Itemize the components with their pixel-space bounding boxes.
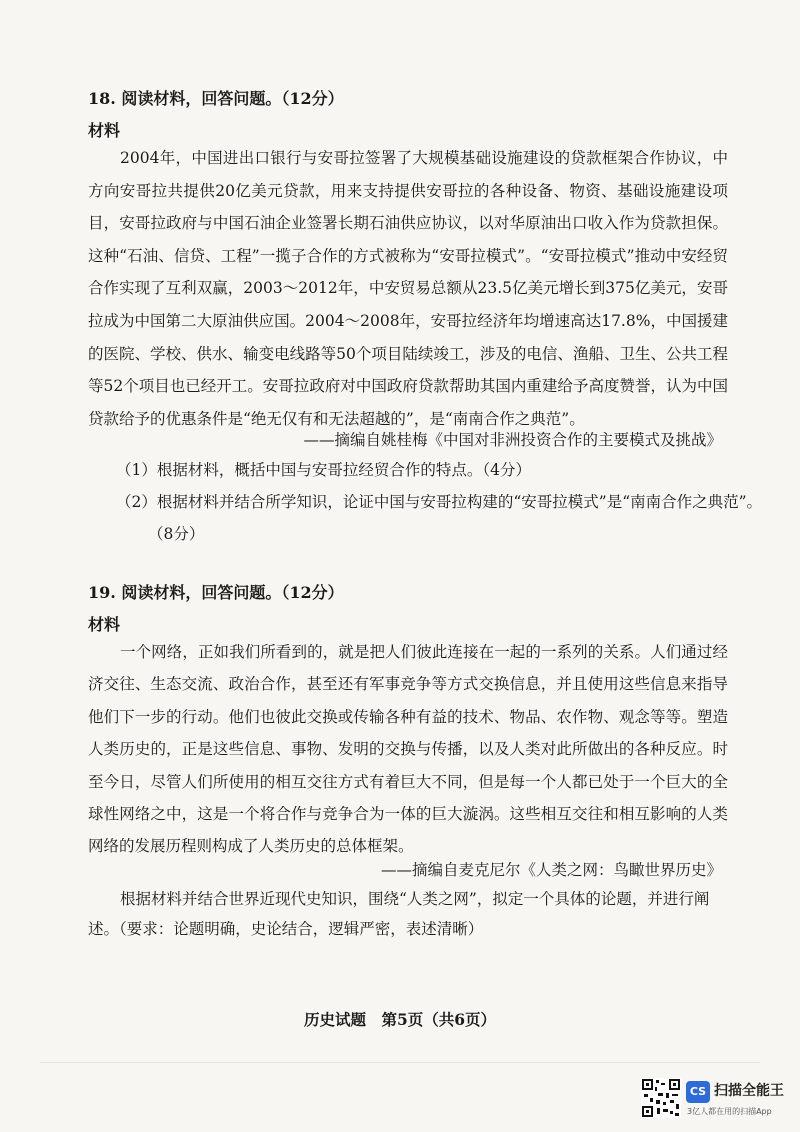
camscanner-logo-icon: CS	[686, 1081, 710, 1103]
camscanner-name: 扫描全能王	[714, 1083, 784, 1099]
camscanner-tagline: 3亿人都在用的扫描App	[687, 1107, 772, 1116]
question-18-title: 18. 阅读材料，回答问题。（12分）	[88, 89, 344, 108]
question-18-material-text: 2004年，中国进出口银行与安哥拉签署了大规模基础设施建设的贷款框架合作协议，中方向安哥拉共提供20亿美元贷款，用来支持提供安哥拉的各种设备、物资、基础设施建设项目，安哥拉政府与中国石油企业签署长期石油供应协议，以对华原油出口收入作为贷款担保。这种“石油、信贷、工程”一揽子合作的方式被称为“安哥拉模式”。“安哥拉模式”推动中安经贸合作实现了互利双赢，2003～2012年，中安贸易总额从23.5亿美元增长到375亿美元，安哥拉成为中国第二大原油供应国。2004～2008年，安哥拉经济年均增速高达17.8%，中国援建的医院、学校、供水、输变电线路等50个项目陆续竣工，涉及的电信、渔船、卫生、公共工程等52个项目也已经开工。安哥拉政府对中国政府贷款帮助其国内重建给予高度赞誉，认为中国贷款给予的优惠条件是“绝无仅有和无法超越的”，是“南南合作之典范”。	[88, 149, 728, 428]
question-19-task: 根据材料并结合世界近现代史知识，围绕“人类之网”，拟定一个具体的论题，并进行阐述。（要求：论题明确，史论结合，逻辑严密，表述清晰）	[88, 890, 710, 938]
question-18-source: ——摘编自姚桂梅《中国对非洲投资合作的主要模式及挑战》	[303, 431, 722, 449]
question-19-material-label: 材料	[88, 615, 121, 634]
footer-divider	[40, 1062, 760, 1063]
question-18-material-label: 材料	[88, 121, 121, 140]
page-footer: 历史试题 第5页（共6页）	[303, 1010, 497, 1029]
question-19-title: 19. 阅读材料，回答问题。（12分）	[88, 583, 344, 602]
question-19-material-text: 一个网络，正如我们所看到的，就是把人们彼此连接在一起的一系列的关系。人们通过经济交往、生态交流、政治合作，甚至还有军事竞争等方式交换信息，并且使用这些信息来指导他们下一步的行动。他们也彼此交换或传输各种有益的技术、物品、农作物、观念等等。塑造人类历史的，正是这些信息、事物、发明的交换与传播，以及人类对此所做出的各种反应。时至今日，尽管人们所使用的相互交往方式有着巨大不同，但是每一个人都已处于一个巨大的全球性网络之中，这是一个将合作与竞争合为一体的巨大漩涡。这些相互交往和相互影响的人类网络的发展历程则构成了人类历史的总体框架。	[88, 643, 728, 856]
question-19-source: ——摘编自麦克尼尔《人类之网：鸟瞰世界历史》	[380, 861, 722, 879]
qr-code-icon	[641, 1078, 681, 1118]
question-18-subquestion-1: （1）根据材料，概括中国与安哥拉经贸合作的特点。（4分）	[116, 461, 531, 479]
question-18-subquestion-2: （2）根据材料并结合所学知识，论证中国与安哥拉构建的“安哥拉模式”是“南南合作之典范”。（8分）	[116, 493, 763, 543]
